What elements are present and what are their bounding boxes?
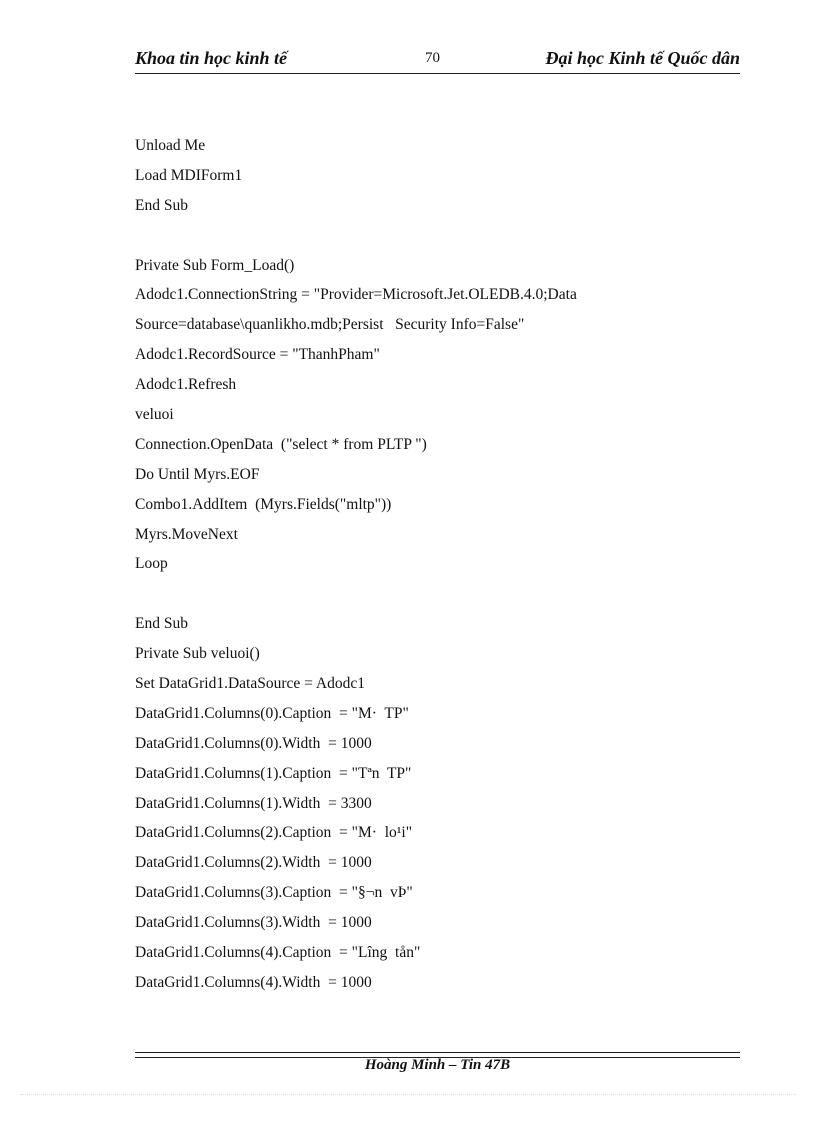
code-line: DataGrid1.Columns(4).Caption = "Lîng tån" [135,944,421,962]
code-line: DataGrid1.Columns(2).Caption = "M· lo¹i" [135,824,413,842]
code-line: Do Until Myrs.EOF [135,465,260,483]
code-line: Load MDIForm1 [135,166,243,184]
header-university: Đại học Kinh tế Quốc dân [545,48,740,68]
code-line: Myrs.MoveNext [135,525,238,543]
code-line: DataGrid1.Columns(3).Caption = "§¬n vÞ" [135,884,413,902]
code-line: Set DataGrid1.DataSource = Adodc1 [135,675,365,693]
code-line: Private Sub veluoi() [135,645,260,663]
page-edge [20,1094,796,1095]
code-line: DataGrid1.Columns(0).Width = 1000 [135,734,372,752]
code-line [135,221,735,251]
code-line: Connection.OpenData ("select * from PLTP ") [135,435,427,453]
code-line: Adodc1.RecordSource = "ThanhPham" [135,346,380,364]
code-line: DataGrid1.Columns(1).Caption = "Tªn TP" [135,764,412,782]
code-line: veluoi [135,406,174,424]
code-line: DataGrid1.Columns(1).Width = 3300 [135,794,372,812]
code-line: Combo1.AddItem (Myrs.Fields("mltp")) [135,495,392,513]
code-line: Adodc1.ConnectionString = "Provider=Microsoft.Jet.OLEDB.4.0;Data [135,286,577,304]
code-line: Private Sub Form_Load() [135,256,295,274]
code-line [135,579,735,609]
code-line: DataGrid1.Columns(0).Caption = "M· TP" [135,704,409,722]
page-footer: Hoàng Minh – Tin 47B [364,1057,511,1073]
header-faculty: Khoa tin học kinh tế [135,48,288,68]
page-header [135,46,740,74]
code-line: Unload Me [135,137,206,154]
code-line: DataGrid1.Columns(4).Width = 1000 [135,973,372,991]
code-line: End Sub [135,615,188,633]
code-line: Source=database\quanlikho.mdb;Persist Security Info=False" [135,316,525,334]
code-line: DataGrid1.Columns(3).Width = 1000 [135,914,372,932]
code-listing [135,131,735,998]
page-number: 70 [425,50,440,66]
code-line: Loop [135,555,168,573]
code-line: Adodc1.Refresh [135,376,237,394]
code-line: End Sub [135,196,188,214]
code-line: DataGrid1.Columns(2).Width = 1000 [135,854,372,872]
